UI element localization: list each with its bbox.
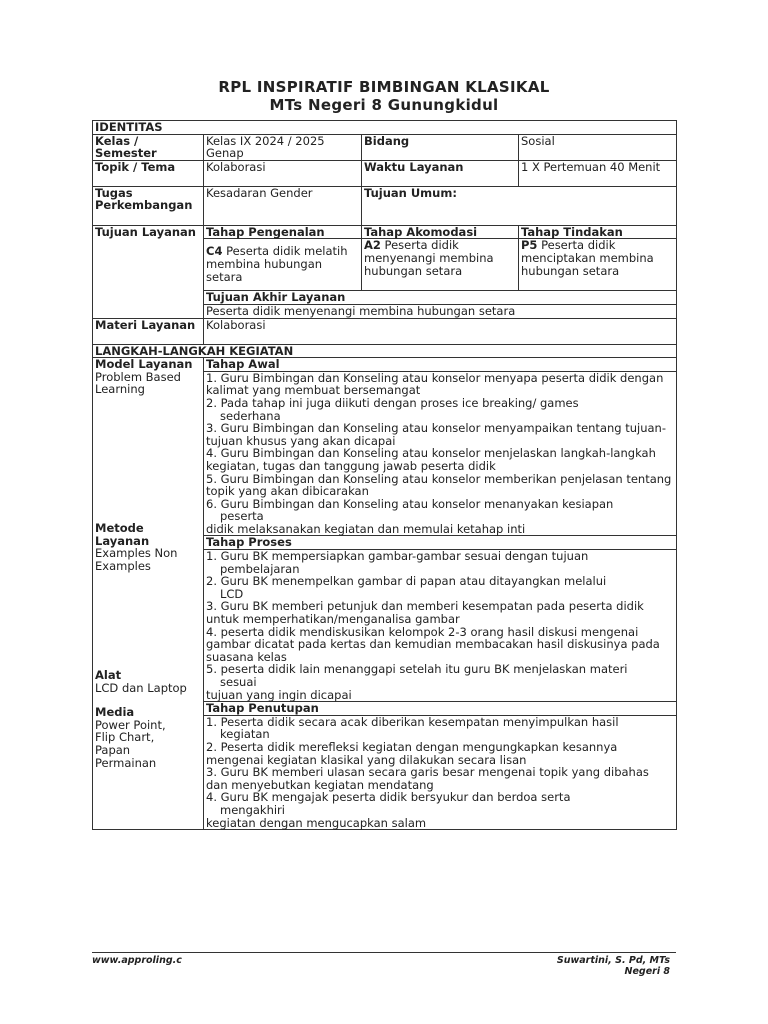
list-item: 2. Pada tahap ini juga diikuti dengan proses ice breaking/ games: [206, 395, 579, 410]
bidang-label: Bidang: [362, 134, 519, 160]
tahap-proses-content: [204, 550, 677, 702]
tujuan-akhir-value: Peserta didik menyenangi membina hubungan setara: [204, 304, 677, 318]
a2-cell: [362, 239, 519, 291]
metode-value: Examples Non Examples: [95, 546, 178, 573]
list-item: tujuan yang ingin dicapai: [206, 687, 352, 702]
tahap-akomodasi-header: Tahap Akomodasi: [362, 225, 519, 239]
footer-author-line2: Negeri 8: [624, 966, 670, 977]
topik-value: Kolaborasi: [204, 160, 362, 186]
list-item: 5. Guru Bimbingan dan Konseling atau konselor memberikan penjelasan tentang topik yang akan dibicarakan: [206, 471, 672, 499]
list-item: 1. Guru BK mempersiapkan gambar-gambar sesuai dengan tujuan: [206, 549, 589, 564]
list-item: mengakhiri: [220, 802, 285, 817]
list-item: 1. Peserta didik secara acak diberikan kesempatan menyimpulkan hasil: [206, 714, 619, 729]
identitas-header: IDENTITAS: [93, 121, 677, 135]
list-item: didik melaksanakan kegiatan dan memulai ketahap inti: [206, 521, 526, 536]
topik-label: Topik / Tema: [93, 160, 204, 186]
metode-label: Metode Layanan: [95, 521, 150, 548]
c4-code: C4: [206, 244, 223, 259]
list-item: 4. Guru Bimbingan dan Konseling atau konselor menjelaskan langkah-langkah kegiatan, tugas dan tanggung jawab peserta didik: [206, 446, 656, 473]
list-item: 2. Guru BK menempelkan gambar di papan atau ditayangkan melalui: [206, 574, 607, 589]
list-item: pembelajaran: [220, 561, 300, 576]
media-label: Media: [95, 705, 135, 720]
langkah-header: LANGKAH-LANGKAH KEGIATAN: [93, 344, 677, 358]
alat-label: Alat: [95, 668, 122, 683]
list-item: sesuai: [220, 675, 257, 689]
page-title: RPL INSPIRATIF BIMBINGAN KLASIKAL: [218, 78, 550, 96]
list-item: 4. Guru BK mengajak peserta didik bersyukur dan berdoa serta: [206, 790, 571, 805]
tahap-penutupan-content: [204, 715, 677, 829]
tugas-value: Kesadaran Gender: [204, 186, 362, 225]
a2-text: Peserta didik menyenangi membina hubungan setara: [364, 238, 494, 278]
model-value: Problem Based Learning: [95, 369, 181, 397]
list-item: peserta: [220, 509, 264, 524]
list-item: 5. peserta didik lain menanggapi setelah itu guru BK menjelaskan materi: [206, 662, 628, 677]
tahap-pengenalan-header: Tahap Pengenalan: [204, 225, 362, 239]
kelas-label: Kelas / Semester: [93, 134, 204, 160]
tujuan-umum-label: Tujuan Umum:: [362, 186, 677, 225]
list-item: 4. peserta didik mendiskusikan kelompok 2-3 orang hasil diskusi mengenai gambar dicatat pada kertas dan kemudian membacakan hasil diskusinya pada suasana kelas: [206, 624, 660, 664]
list-item: 6. Guru Bimbingan dan Konseling atau konselor menanyakan kesiapan: [206, 496, 614, 511]
page-footer: [92, 952, 676, 977]
tugas-label: Tugas Perkembangan: [93, 186, 204, 225]
rpl-table: [92, 120, 677, 830]
tahap-proses-header: Tahap Proses: [204, 536, 677, 550]
list-item: 1. Guru Bimbingan dan Konseling atau konselor menyapa peserta didik dengan kalimat yang membuat bersemangat: [206, 370, 664, 398]
tahap-tindakan-header: Tahap Tindakan: [519, 225, 677, 239]
list-item: 3. Guru BK memberi petunjuk dan memberi kesempatan pada peserta didik untuk memperhatikan/menganalisa gambar: [206, 599, 644, 627]
media-value: Power Point, Flip Chart, Papan Permainan: [95, 717, 166, 770]
p5-cell: [519, 239, 677, 291]
list-item: sederhana: [220, 408, 281, 423]
footer-author-line1: Suwartini, S. Pd, MTs: [556, 955, 670, 966]
materi-value: Kolaborasi: [204, 318, 677, 344]
p5-text: Peserta didik menciptakan membina hubungan setara: [521, 238, 654, 278]
tujuan-akhir-label: Tujuan Akhir Layanan: [204, 291, 677, 305]
model-label: Model Layanan: [95, 357, 193, 372]
list-item: 2. Peserta didik merefleksi kegiatan dengan mengungkapkan kesannya mengenai kegiatan klasikal yang dilakukan secara lisan: [206, 739, 618, 767]
list-item: LCD: [220, 586, 244, 601]
list-item: 3. Guru BK memberi ulasan secara garis besar mengenai topik yang dibahas dan menyebutkan kegiatan mendatang: [206, 765, 649, 792]
footer-website: www.approling.c: [92, 955, 182, 966]
alat-value: LCD dan Laptop: [95, 680, 187, 695]
tahap-awal-content: [204, 371, 677, 536]
footer-author: [557, 955, 670, 977]
side-column: [93, 358, 204, 830]
materi-label: Materi Layanan: [93, 318, 204, 344]
tahap-penutupan-header: Tahap Penutupan: [204, 702, 677, 716]
c4-cell: [204, 239, 362, 291]
list-item: kegiatan dengan mengucapkan salam: [206, 815, 427, 830]
page-subtitle: MTs Negeri 8 Gunungkidul: [269, 96, 499, 114]
a2-code: A2: [364, 238, 381, 253]
waktu-label: Waktu Layanan: [362, 160, 519, 186]
tahap-awal-header: Tahap Awal: [204, 358, 677, 372]
list-item: kegiatan: [220, 727, 270, 742]
p5-code: P5: [521, 238, 538, 253]
bidang-value: Sosial: [519, 134, 677, 160]
c4-text: Peserta didik melatih membina hubungan setara: [206, 244, 348, 284]
waktu-value: 1 X Pertemuan 40 Menit: [519, 160, 677, 186]
tujuan-layanan-label: Tujuan Layanan: [93, 225, 204, 318]
list-item: 3. Guru Bimbingan dan Konseling atau konselor menyampaikan tentang tujuan- tujuan khusus yang akan dicapai: [206, 421, 666, 448]
kelas-value: Kelas IX 2024 / 2025 Genap: [204, 134, 362, 160]
